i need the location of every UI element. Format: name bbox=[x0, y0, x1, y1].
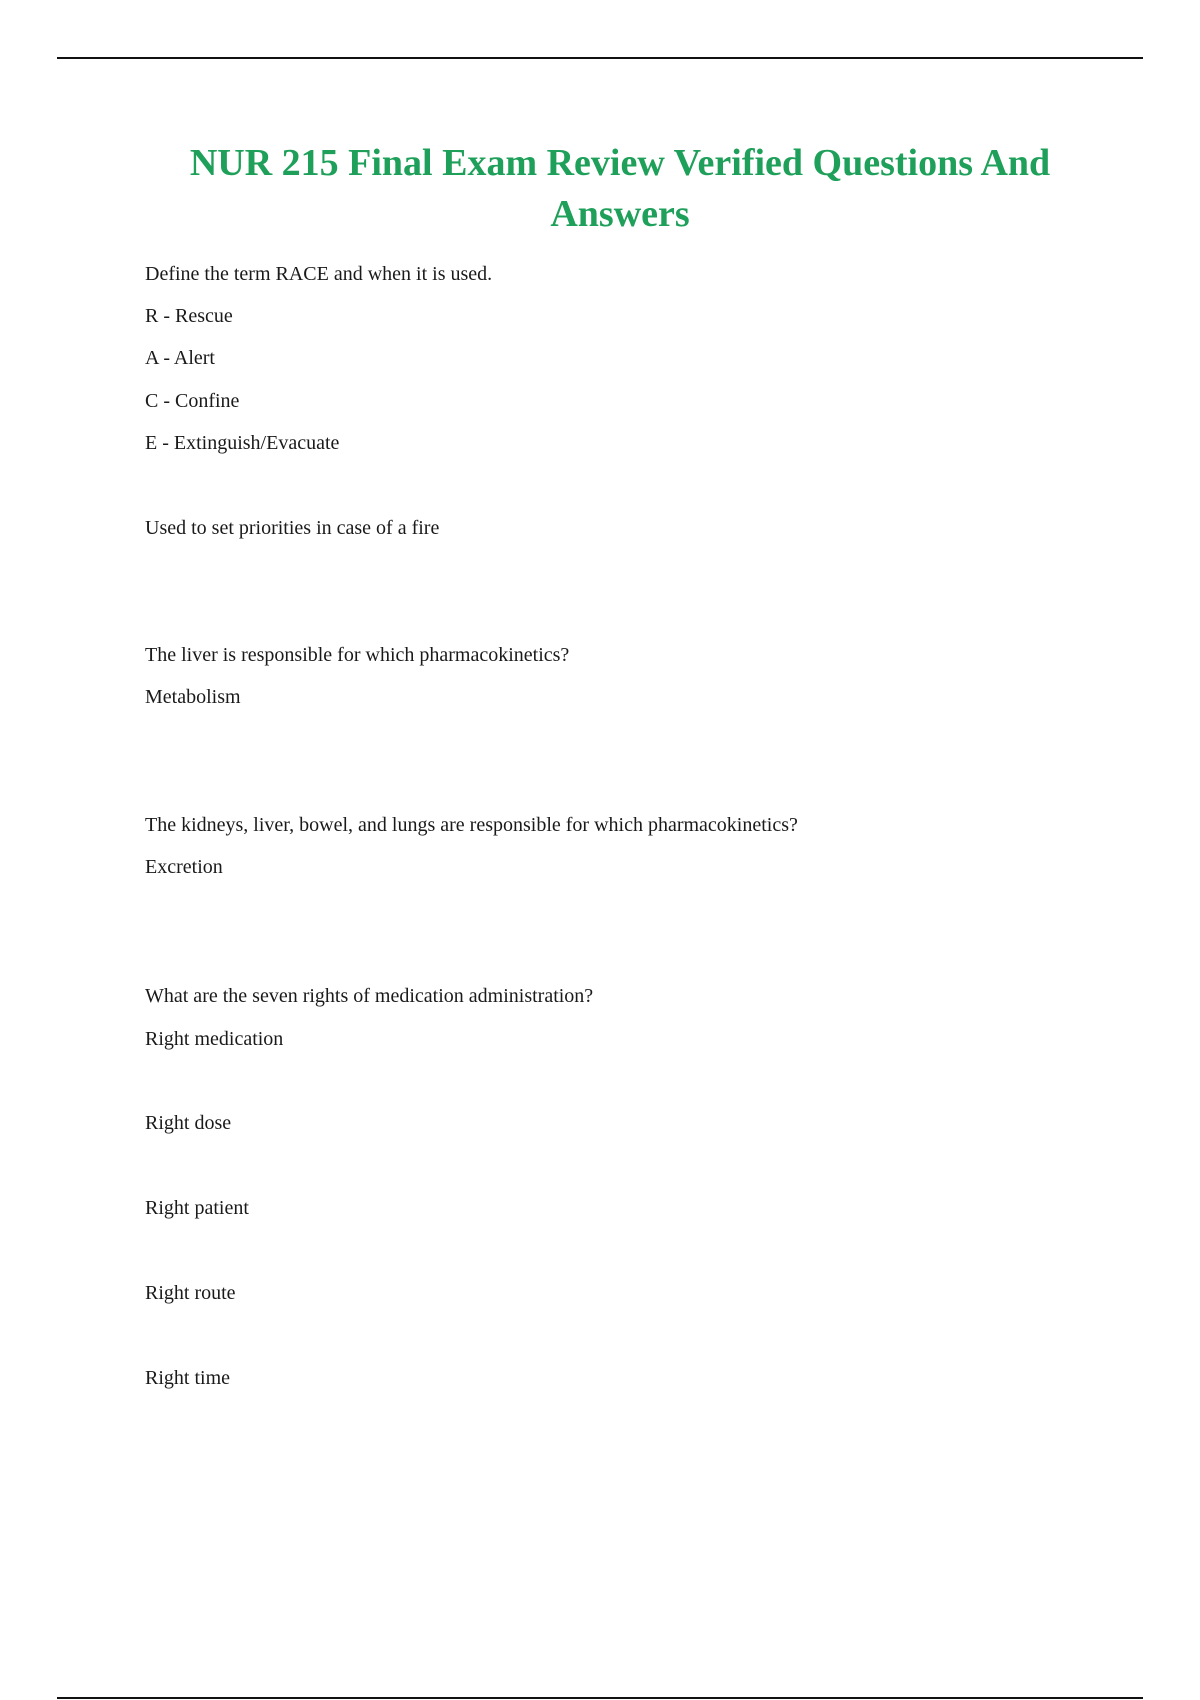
answer-line: Excretion bbox=[145, 856, 223, 878]
answer-line: C - Confine bbox=[145, 390, 240, 412]
bottom-rule bbox=[57, 1697, 1143, 1699]
question-excretion: The kidneys, liver, bowel, and lungs are responsible for which pharmacokinetics? bbox=[145, 814, 798, 836]
answer-line: Used to set priorities in case of a fire bbox=[145, 517, 440, 539]
answer-line: E - Extinguish/Evacuate bbox=[145, 432, 340, 454]
answer-line: Right time bbox=[145, 1367, 230, 1389]
answer-line: Right patient bbox=[145, 1197, 249, 1219]
document-title: NUR 215 Final Exam Review Verified Questions And Answers bbox=[189, 142, 1051, 235]
answer-line: Right medication bbox=[145, 1028, 284, 1050]
question-race: Define the term RACE and when it is used. bbox=[145, 263, 493, 285]
question-seven-rights: What are the seven rights of medication administration? bbox=[145, 985, 594, 1007]
answer-line: R - Rescue bbox=[145, 305, 233, 327]
answer-line: Metabolism bbox=[145, 686, 241, 708]
question-liver: The liver is responsible for which pharmacokinetics? bbox=[145, 644, 570, 666]
answer-line: Right route bbox=[145, 1282, 236, 1304]
answer-line: Right dose bbox=[145, 1112, 232, 1134]
answer-line: A - Alert bbox=[145, 347, 215, 369]
top-rule bbox=[57, 57, 1143, 59]
